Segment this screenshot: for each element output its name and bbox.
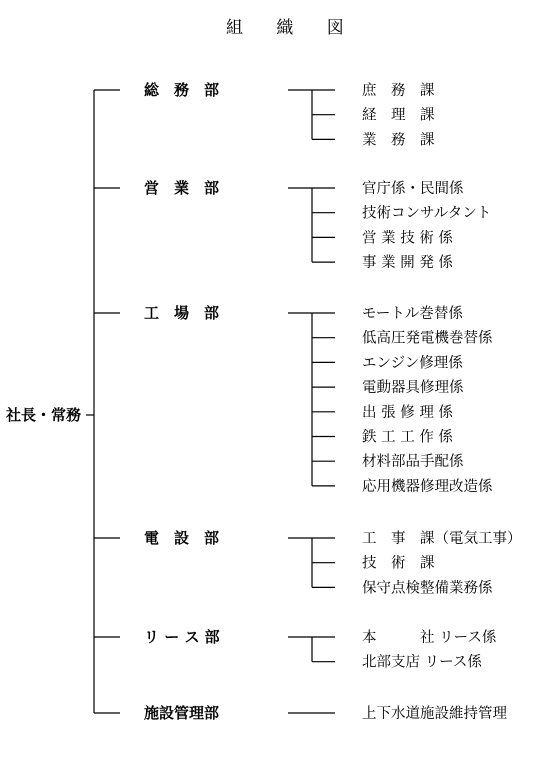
section-name: 保守点検整備業務係 bbox=[362, 580, 493, 597]
section-name: 北部支店 リース係 bbox=[362, 654, 482, 671]
section-name: 応用機器修理改造係 bbox=[362, 478, 493, 495]
department-name: 営 業 部 bbox=[144, 179, 220, 197]
department-name: リ ー ス 部 bbox=[144, 628, 220, 646]
section-name: 技術コンサルタント bbox=[362, 205, 492, 222]
section-name: 材料部品手配係 bbox=[362, 454, 464, 471]
section-name: 電動器具修理係 bbox=[362, 380, 464, 397]
section-name: モートル巻替係 bbox=[362, 306, 463, 322]
section-name: 出 張 修 理 係 bbox=[362, 404, 453, 421]
department-name: 総 務 部 bbox=[144, 81, 220, 99]
chart-title: 組 織 図 bbox=[226, 18, 358, 38]
section-name: 庶 務 課 bbox=[362, 83, 435, 99]
section-name: 営 業 技 術 係 bbox=[362, 230, 453, 247]
root-node: 社長・常務 bbox=[6, 406, 82, 424]
department-name: 電 設 部 bbox=[144, 529, 220, 547]
section-name: 業 務 課 bbox=[362, 132, 435, 149]
section-name: 工 事 課（電気工事） bbox=[362, 531, 522, 547]
section-name: 上下水道施設維持管理 bbox=[362, 706, 507, 722]
section-name: エンジン修理係 bbox=[362, 355, 463, 372]
section-name: 経 理 課 bbox=[362, 107, 435, 124]
section-name: 本 社 リース係 bbox=[362, 630, 497, 646]
section-name: 事 業 開 発 係 bbox=[362, 255, 453, 272]
department-name: 施設管理部 bbox=[144, 704, 220, 722]
department-name: 工 場 部 bbox=[144, 304, 220, 322]
section-name: 技 術 課 bbox=[362, 555, 435, 572]
section-name: 鉄 工 工 作 係 bbox=[362, 429, 453, 446]
section-name: 官庁係・民間係 bbox=[362, 181, 464, 197]
section-name: 低高圧発電機巻替係 bbox=[362, 330, 493, 347]
